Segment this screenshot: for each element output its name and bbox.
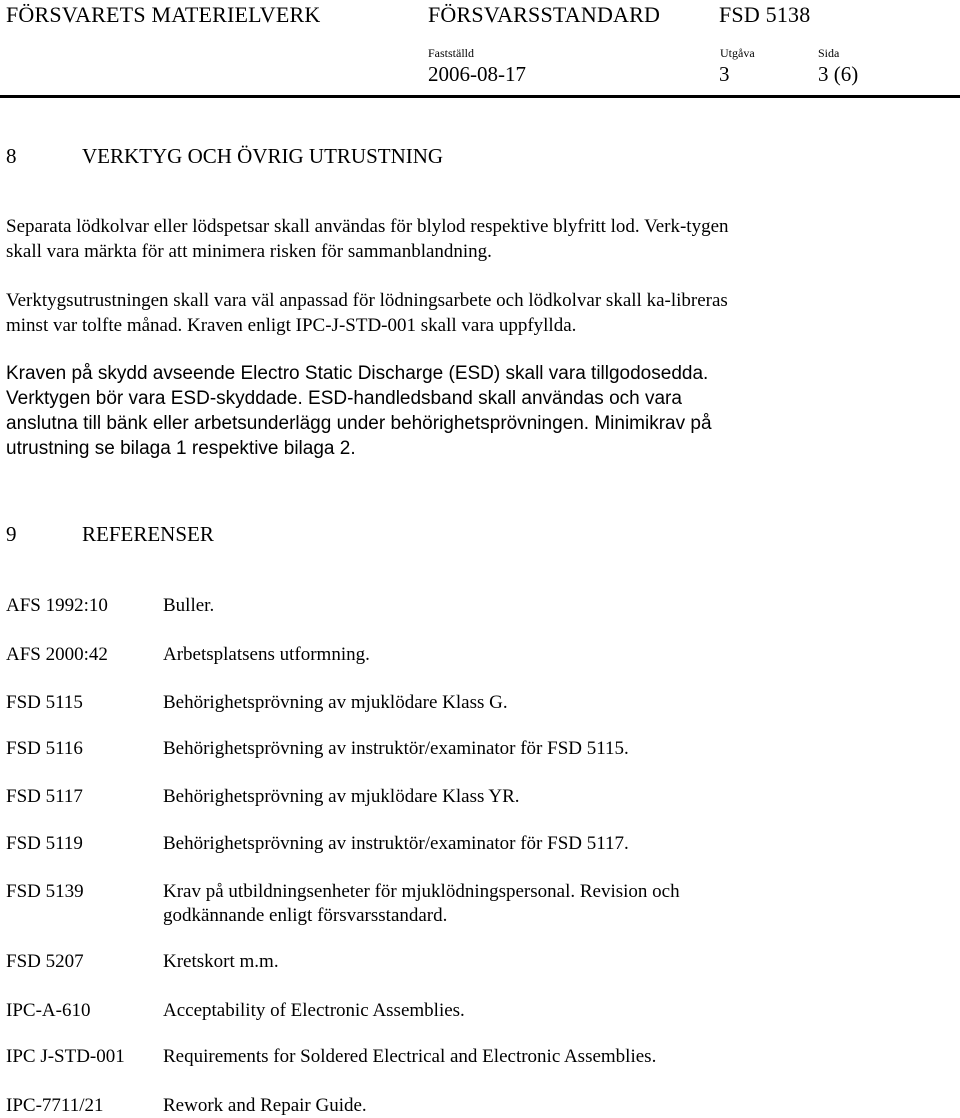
reference-code: AFS 2000:42 [6,644,108,665]
section-number: 8 [6,144,17,168]
reference-description: Buller. [163,595,215,616]
reference-code: FSD 5207 [6,951,84,972]
label-sida: Sida [818,46,840,60]
reference-code: IPC-7711/21 [6,1095,104,1116]
header-rule [0,95,960,98]
reference-description: Behörighetsprövning av mjuklödare Klass G. [163,692,508,713]
reference-description: Behörighetsprövning av instruktör/examinator för FSD 5115. [163,738,629,759]
section-number: 9 [6,522,17,546]
reference-code: IPC J-STD-001 [6,1046,125,1067]
paragraph: Kraven på skydd avseende Electro Static Discharge (ESD) skall vara tillgodosedda. Verktygen bör vara ESD-skyddade. ESD-handledsband skall användas och vara anslutna till bänk eller arbetsunderlägg under behörighetsprövningen. Minimikrav på utrustning se bilaga 1 respektive bilaga 2. [6,363,712,459]
reference-code: FSD 5119 [6,833,83,854]
reference-code: FSD 5139 [6,881,84,902]
reference-description: Requirements for Soldered Electrical and Electronic Assemblies. [163,1046,657,1067]
section-9-heading [6,522,214,547]
paragraph: Separata lödkolvar eller lödspetsar skall användas för blylod respektive blyfritt lod. Verk-tygen skall vara märkta för att minimera risken för sammanblandning. [6,216,729,262]
section-title: REFERENSER [82,522,214,546]
reference-description: Krav på utbildningsenheter för mjuklödningspersonal. Revision och godkännande enligt försvarsstandard. [163,881,680,926]
reference-code: FSD 5116 [6,738,83,759]
header-edition: 3 [719,62,730,86]
header-document-type: FÖRSVARSSTANDARD [428,2,661,27]
header-page: 3 (6) [818,62,859,86]
section-8-heading [6,144,443,169]
reference-description: Rework and Repair Guide. [163,1095,367,1116]
paragraph: Verktygsutrustningen skall vara väl anpassad för lödningsarbete och lödkolvar skall ka-libreras minst var tolfte månad. Kraven enligt IPC-J-STD-001 skall vara uppfyllda. [6,290,728,336]
header-organization: FÖRSVARETS MATERIELVERK [6,2,321,27]
reference-code: AFS 1992:10 [6,595,108,616]
reference-description: Behörighetsprövning av mjuklödare Klass YR. [163,786,520,807]
header-date: 2006-08-17 [428,62,526,86]
reference-code: IPC-A-610 [6,1000,91,1021]
section-title: VERKTYG OCH ÖVRIG UTRUSTNING [82,144,444,168]
reference-description: Kretskort m.m. [163,951,279,972]
header-document-number: FSD 5138 [719,2,811,27]
reference-description: Arbetsplatsens utformning. [163,644,370,665]
label-utgåva: Utgåva [720,46,755,60]
label-fastställd: Fastställd [428,46,475,60]
reference-description: Acceptability of Electronic Assemblies. [163,1000,465,1021]
reference-code: FSD 5115 [6,692,83,713]
reference-description: Behörighetsprövning av instruktör/examinator för FSD 5117. [163,833,629,854]
reference-code: FSD 5117 [6,786,83,807]
